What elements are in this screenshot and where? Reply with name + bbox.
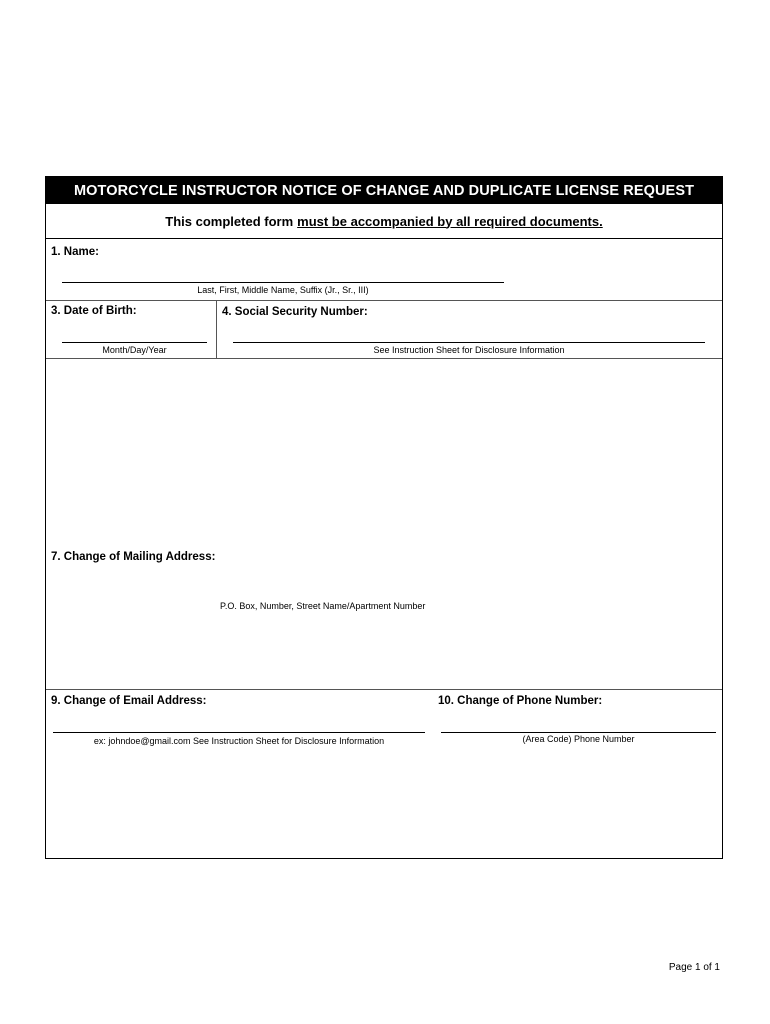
divider xyxy=(216,300,217,358)
form-subtitle xyxy=(46,204,722,239)
divider xyxy=(46,300,722,301)
email-label: 9. Change of Email Address: xyxy=(51,695,207,707)
email-hint: ex: johndoe@gmail.com See Instruction Sheet for Disclosure Information xyxy=(93,736,385,746)
dob-field[interactable] xyxy=(62,342,207,343)
mailing-hint: P.O. Box, Number, Street Name/Apartment Number xyxy=(220,601,426,611)
dob-hint: Month/Day/Year xyxy=(102,345,167,355)
ssn-label: 4. Social Security Number: xyxy=(222,306,368,318)
subtitle-prefix: This completed form xyxy=(165,213,294,229)
mailing-field[interactable] xyxy=(62,592,702,593)
phone-field[interactable] xyxy=(441,732,716,733)
ssn-field[interactable] xyxy=(233,342,705,343)
page-number: Page 1 of 1 xyxy=(668,962,720,973)
subtitle-emphasis: must be accompanied by all required documents. xyxy=(297,213,603,229)
name-field[interactable] xyxy=(62,282,504,283)
form-title: MOTORCYCLE INSTRUCTOR NOTICE OF CHANGE AND DUPLICATE LICENSE REQUEST xyxy=(46,177,722,204)
dob-label: 3. Date of Birth: xyxy=(51,305,137,317)
divider xyxy=(46,689,722,690)
phone-label: 10. Change of Phone Number: xyxy=(438,695,603,707)
name-label: 1. Name: xyxy=(51,246,99,258)
mailing-label: 7. Change of Mailing Address: xyxy=(51,551,216,563)
name-hint: Last, First, Middle Name, Suffix (Jr., Sr., III) xyxy=(197,285,369,295)
license-request-form xyxy=(45,176,723,859)
phone-hint: (Area Code) Phone Number xyxy=(522,734,635,744)
divider xyxy=(46,358,722,359)
ssn-hint: See Instruction Sheet for Disclosure Information xyxy=(373,345,565,355)
email-field[interactable] xyxy=(53,732,425,733)
